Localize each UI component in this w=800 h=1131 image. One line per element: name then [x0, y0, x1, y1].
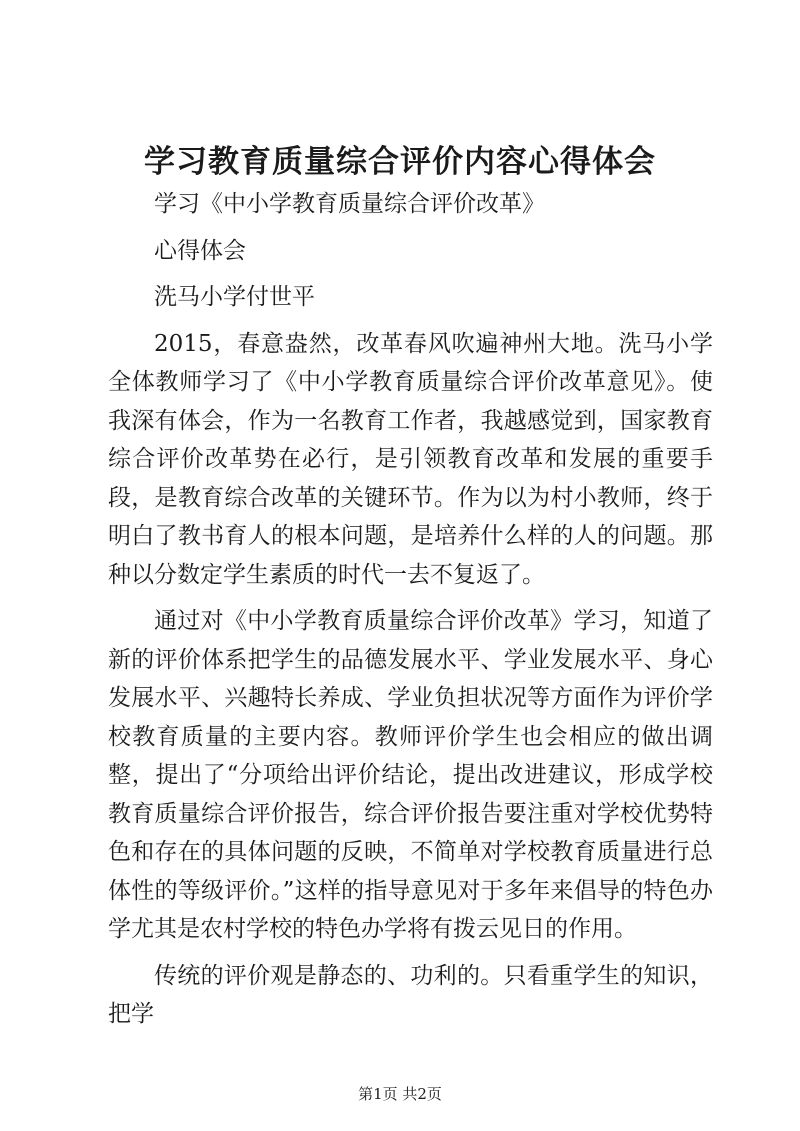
page-number: 第1页 共2页	[358, 1085, 442, 1103]
paragraph: 传统的评价观是静态的、功利的。只看重学生的知识，把学	[108, 962, 713, 1027]
paragraph: 2015，春意盎然，改革春风吹遍神州大地。洗马小学全体教师学习了《中小学教育质量综合评价改革意见》。使我深有体会，作为一名教育工作者，我越感觉到，国家教育综合评价改革势在必行，是引领教育改革和发展的重要手段，是教育综合改革的关键环节。作为以为村小教师，终于明白了教书育人的根本问题，是培养什么样的人的问题。那种以分数定学生素质的时代一去不复返了。	[108, 330, 713, 588]
paragraph-author: 洗马小学付世平	[154, 284, 315, 310]
page-footer	[0, 1084, 800, 1104]
document-title: 学习教育质量综合评价内容心得体会	[144, 144, 656, 180]
document-body	[108, 185, 713, 1042]
paragraph-subtitle: 学习《中小学教育质量综合评价改革》	[154, 191, 545, 217]
paragraph: 通过对《中小学教育质量综合评价改革》学习，知道了新的评价体系把学生的品德发展水平、学业发展水平、身心发展水平、兴趣特长养成、学业负担状况等方面作为评价学校教育质量的主要内容。教师评价学生也会相应的做出调整，提出了“分项给出评价结论，提出改进建议，形成学校教育质量综合评价报告，综合评价报告要注重对学校优势特色和存在的具体问题的反映，不简单对学校教育质量进行总体性的等级评价。”这样的指导意见对于多年来倡导的特色办学尤其是农村学校的特色办学将有拨云见日的作用。	[108, 608, 713, 942]
paragraph-heading: 心得体会	[154, 237, 246, 264]
